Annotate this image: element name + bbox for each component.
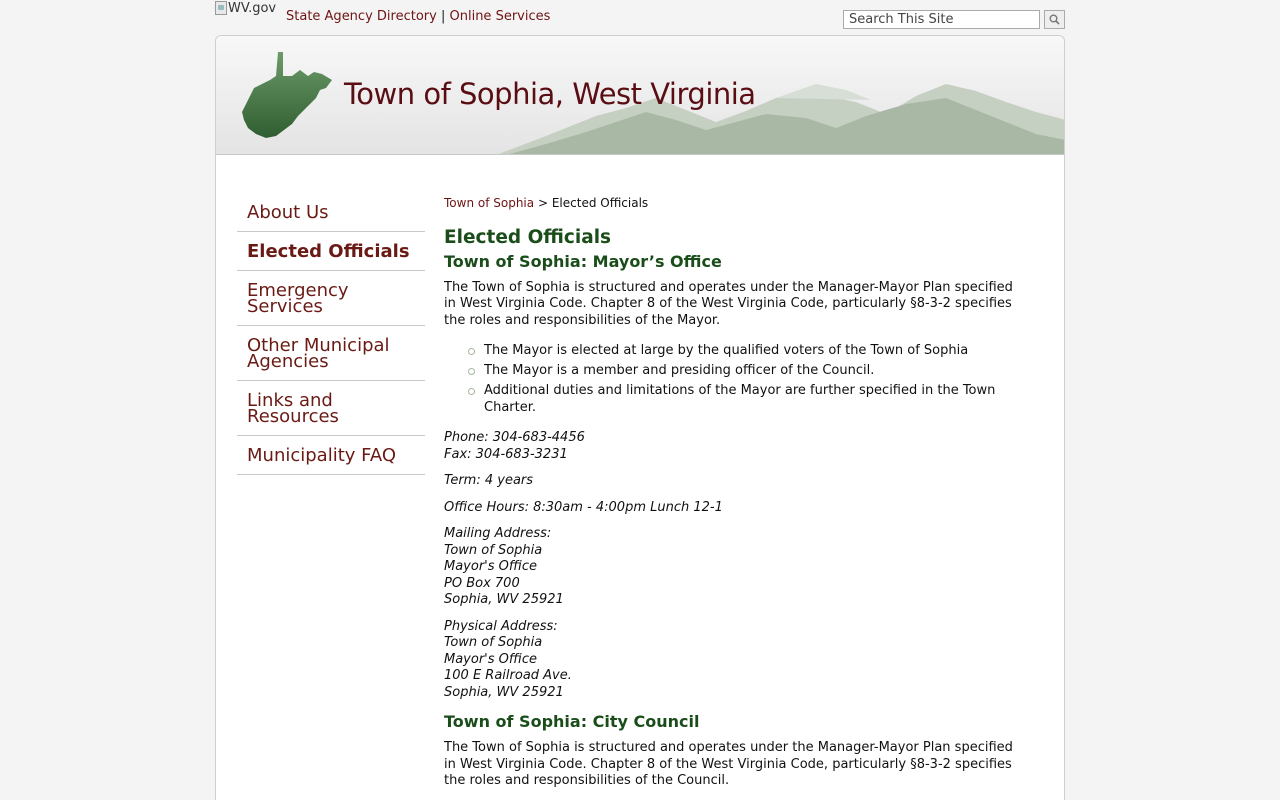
physical-address-line: Sophia, WV 25921 bbox=[444, 684, 564, 700]
mailing-address-line: Town of Sophia bbox=[444, 542, 543, 558]
mayor-bullet-list bbox=[470, 343, 1024, 416]
sidebar-item-elected-officials[interactable] bbox=[237, 232, 425, 271]
sidebar-item-label: Links and Resources bbox=[247, 390, 339, 427]
sidebar-nav bbox=[237, 193, 425, 475]
mayor-fax: Fax: 304-683-3231 bbox=[444, 446, 568, 462]
sidebar-item-links-and-resources[interactable] bbox=[237, 381, 425, 436]
sidebar-item-label: Other Municipal Agencies bbox=[247, 335, 390, 372]
sidebar-item-about-us[interactable] bbox=[237, 193, 425, 232]
breadcrumb-separator: > bbox=[537, 196, 549, 210]
sidebar-item-municipality-faq[interactable] bbox=[237, 436, 425, 475]
sidebar-item-emergency-services[interactable] bbox=[237, 271, 425, 326]
list-item: Additional duties and limitations of the Mayor are further specified in the Town Charter. bbox=[470, 383, 1024, 416]
top-bar bbox=[215, 0, 1065, 36]
search-button[interactable] bbox=[1044, 10, 1065, 29]
mayor-intro: The Town of Sophia is structured and operates under the Manager-Mayor Plan specified in West Virginia Code. Chapter 8 of the West Virginia Code, particularly §8-3-2 specifies the roles and responsibilities of the Mayor. bbox=[444, 279, 1013, 328]
physical-address-label: Physical Address: bbox=[444, 618, 558, 634]
sidebar-item-label: Municipality FAQ bbox=[247, 445, 397, 466]
main-content bbox=[444, 193, 1024, 790]
mailing-address-line: Sophia, WV 25921 bbox=[444, 592, 564, 607]
physical-address-line: 100 E Railroad Ave. bbox=[444, 668, 572, 683]
site-banner bbox=[216, 36, 1064, 155]
search-icon bbox=[1049, 14, 1060, 25]
mailing-address-line: PO Box 700 bbox=[444, 575, 520, 591]
physical-address-line: Mayor's Office bbox=[444, 651, 538, 667]
mayor-term: Term: 4 years bbox=[444, 473, 534, 488]
mayor-contact-info bbox=[444, 430, 1024, 701]
breadcrumb bbox=[444, 195, 1024, 212]
search-input[interactable] bbox=[843, 10, 1040, 29]
breadcrumb-current: Elected Officials bbox=[551, 196, 649, 210]
mayor-heading: Town of Sophia: Mayor’s Office bbox=[444, 251, 722, 271]
wv-gov-logo-alt: WV.gov bbox=[228, 0, 277, 16]
online-services-link[interactable]: Online Services bbox=[449, 9, 551, 24]
list-item: The Mayor is elected at large by the qualified voters of the Town of Sophia bbox=[470, 343, 1024, 360]
mailing-address-label: Mailing Address: bbox=[444, 526, 552, 541]
wv-gov-logo-link[interactable] bbox=[215, 0, 276, 16]
mailing-address bbox=[444, 526, 1024, 609]
mayor-phone: Phone: 304-683-4456 bbox=[444, 430, 585, 445]
sidebar-item-other-municipal-agencies[interactable] bbox=[237, 326, 425, 381]
mailing-address-line: Mayor's Office bbox=[444, 559, 538, 574]
list-item: The Mayor is a member and presiding officer of the Council. bbox=[470, 363, 1024, 380]
state-agency-directory-link[interactable]: State Agency Directory bbox=[286, 9, 437, 24]
sidebar-item-label: Emergency Services bbox=[247, 280, 349, 317]
site-title: Town of Sophia, West Virginia bbox=[344, 77, 756, 111]
sidebar-item-label: Elected Officials bbox=[247, 241, 410, 262]
west-virginia-map-icon bbox=[240, 50, 336, 140]
sidebar-item-label: About Us bbox=[247, 202, 329, 223]
council-intro: The Town of Sophia is structured and operates under the Manager-Mayor Plan specified in West Virginia Code. Chapter 8 of the West Virginia Code, particularly §8-3-2 specifies the roles and responsibilities of the Council. bbox=[444, 740, 1013, 788]
physical-address bbox=[444, 619, 1024, 702]
top-links-separator: | bbox=[440, 9, 446, 24]
mayor-office-hours: Office Hours: 8:30am - 4:00pm Lunch 12-1 bbox=[444, 499, 723, 515]
council-heading: Town of Sophia: City Council bbox=[444, 712, 700, 731]
broken-image-icon bbox=[215, 1, 227, 15]
breadcrumb-home-link[interactable]: Town of Sophia bbox=[444, 196, 535, 210]
site-search bbox=[843, 10, 1065, 29]
page-title: Elected Officials bbox=[444, 226, 612, 248]
physical-address-line: Town of Sophia bbox=[444, 635, 543, 650]
top-links bbox=[286, 9, 550, 24]
page-card bbox=[215, 35, 1065, 800]
